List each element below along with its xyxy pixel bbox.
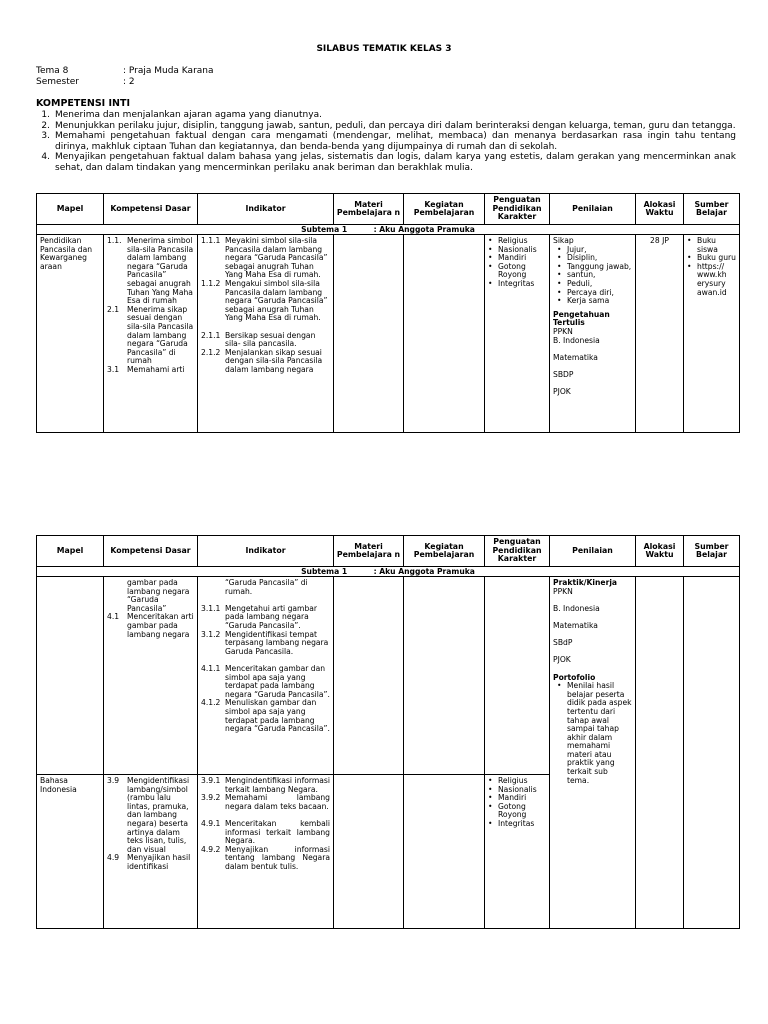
subtema-row (37, 225, 740, 235)
header-indikator: Indikator (198, 194, 334, 225)
ki-item: 3. Memahami pengetahuan faktual dengan cara mengamati (mendengar, melihat, membaca) dan menanya berdasarkan rasa ingin tahu tentang dirinya, makhluk ciptaan Tuhan dan kegiatannya, dan benda-benda yang dijumpainya di rumah dan di sekolah. (41, 131, 736, 152)
indikator-continuation: “Garuda Pancasila” di rumah. (225, 578, 308, 596)
subtema-value: : Aku Anggota Pramuka (373, 567, 475, 576)
list-item: B. Indonesia (553, 335, 600, 345)
header-kd: Kompetensi Dasar (104, 536, 198, 567)
kd-item: 4.1 Menceritakan arti gambar pada lambang negara (107, 612, 194, 639)
indikator-item: 3.9.1 Mengindentifikasi informasi terkait lambang Negara. (201, 776, 330, 794)
tema-value: : Praja Muda Karana (123, 66, 214, 76)
indikator-item: 3.1.2 Mengidentifikasi tempat terpasang lambang negara Garuda Pancasila. (201, 629, 329, 656)
penguatan-cell (485, 235, 550, 433)
list-item: • Religius (488, 236, 528, 245)
subtema-label: Subtema 1 (301, 225, 348, 234)
list-item: • Tanggung jawab, (557, 261, 632, 271)
materi-cell (334, 775, 404, 929)
semester-label: Semester (36, 77, 80, 87)
header-penilaian: Penilaian (550, 536, 636, 567)
mapel-cell: Bahasa Indonesia (37, 775, 104, 929)
subtema-label: Subtema 1 (301, 567, 348, 576)
header-kegiatan: Kegiatan Pembelajaran (404, 194, 485, 225)
alokasi-cell (636, 577, 684, 929)
table-header-row (37, 536, 740, 567)
subtema-value: : Aku Anggota Pramuka (373, 225, 475, 234)
list-item: SBdP (553, 638, 573, 648)
kd-cell (104, 577, 198, 775)
penilaian-cell (550, 235, 636, 433)
list-item: • Percaya diri, (557, 287, 614, 297)
ki-item: 4. Menyajikan pengetahuan faktual dalam bahasa yang jelas, sistematis dan logis, dalam karya yang estetis, dalam gerakan yang mencerminkan anak sehat, dan dalam tindakan yang mencerminkan perilaku anak beriman dan berakhlak mulia. (41, 152, 736, 173)
header-mapel: Mapel (37, 536, 104, 567)
list-item: • Disiplin, (557, 253, 598, 263)
list-item: • Integritas (488, 278, 535, 288)
kd-item: 3.1 Memahami arti (107, 364, 185, 374)
list-item: • Menilai hasil belajar peserta didik pada aspek tertentu dari tahap awal sampai tahap akhir dalam memahami materi atau praktik yang terkait sub tema. (557, 681, 632, 785)
indikator-item: 1.1.2 Mengakui simbol sila-sila Pancasila dalam lambang negara “Garuda Pancasila” sebagai anugrah Tuhan Yang Maha Esa di rumah. (201, 278, 328, 323)
kd-item: 4.9 Menyajikan hasil identifikasi (107, 853, 191, 871)
portofolio-label: Portofolio (553, 672, 596, 682)
sumber-cell (684, 577, 740, 929)
subtema-row (37, 567, 740, 577)
tema-label: Tema 8 (36, 66, 69, 76)
kompetensi-inti-heading: KOMPETENSI INTI (36, 98, 131, 109)
syllabus-table-2 (36, 535, 740, 929)
table-row (37, 577, 740, 775)
list-item: • https:// www.kh erysury awan.id (687, 261, 727, 297)
kd-item: 1.1. Menerima simbol sila-sila Pancasila dalam lambang negara “Garuda Pancasila” sebagai anugrah Tuhan Yang Maha Esa di rumah (107, 236, 194, 306)
list-item: • Gotong Royong (488, 261, 527, 280)
list-item: • Nasionalis (488, 784, 537, 794)
ki-item: 2. Menunjukkan perilaku jujur, disiplin, tanggung jawab, santun, peduli, dan percaya diri dalam berinteraksi dengan keluarga, teman, guru dan tetangga. (41, 120, 736, 131)
header-indikator: Indikator (198, 536, 334, 567)
kegiatan-cell (404, 775, 485, 929)
list-item: • Nasionalis (488, 244, 537, 254)
header-kegiatan: Kegiatan Pembelajaran (404, 536, 485, 567)
header-materi: Materi Pembelajara n (334, 194, 404, 225)
indikator-item: 3.9.2 Memahami lambang negara dalam teks bacaan. (201, 793, 330, 811)
list-item: • Buku guru (687, 253, 736, 263)
materi-cell (334, 577, 404, 775)
list-item: • Religius (488, 776, 528, 785)
indikator-item: 3.1.1 Mengetahui arti gambar pada lambang negara “Garuda Pancasila”. (201, 603, 318, 630)
header-sumber: Sumber Belajar (684, 194, 740, 225)
list-item: PJOK (553, 655, 571, 665)
header-sumber: Sumber Belajar (684, 536, 740, 567)
kegiatan-cell (404, 235, 485, 433)
header-penguatan: Penguatan Pendidikan Karakter (485, 194, 550, 225)
indikator-item: 4.9.1 Menceritakan kembali informasi terkait lambang Negara. (201, 818, 330, 846)
kd-continuation: gambar pada lambang negara “Garuda Pancasila” (127, 578, 190, 613)
kd-cell (104, 235, 198, 433)
header-mapel: Mapel (37, 194, 104, 225)
list-item: • Peduli, (557, 278, 593, 288)
indikator-item: 4.1.2 Menuliskan gambar dan simbol apa saja yang terdapat pada lambang negara “Garuda Pancasila”. (201, 698, 330, 734)
list-item: • Integritas (488, 818, 535, 828)
sikap-label: Sikap (553, 236, 574, 245)
header-alokasi: Alokasi Waktu (636, 536, 684, 567)
kegiatan-cell (404, 577, 485, 775)
praktik-label: Praktik/Kinerja (553, 578, 618, 587)
indikator-item: 2.1.1 Bersikap sesuai dengan sila- sila pancasila. (201, 330, 316, 349)
sumber-cell (684, 235, 740, 433)
list-item: • Mandiri (488, 793, 527, 803)
kd-cell (104, 775, 198, 929)
indikator-item: 1.1.1 Meyakini simbol sila-sila Pancasila dalam lambang negara “Garuda Pancasila” sebagai anugrah Tuhan Yang Maha Esa di rumah. (201, 236, 328, 280)
header-kd: Kompetensi Dasar (104, 194, 198, 225)
list-item: B. Indonesia (553, 603, 600, 613)
penguatan-cell (485, 577, 550, 775)
list-item: • Kerja sama (557, 296, 610, 306)
list-item: Matematika (553, 620, 598, 630)
indikator-item: 2.1.2 Menjalankan sikap sesuai dengan sila-sila Pancasila dalam lambang negara (201, 347, 323, 374)
indikator-item: 4.9.2 Menyajikan informasi tentang lambang Negara dalam bentuk tulis. (201, 844, 330, 871)
header-penilaian: Penilaian (550, 194, 636, 225)
indikator-cell (198, 577, 334, 775)
list-item: PPKN (553, 326, 573, 336)
penilaian-cell (550, 577, 636, 929)
kompetensi-inti-list (36, 110, 736, 173)
indikator-cell (198, 775, 334, 929)
pengetahuan-label: Pengetahuan Tertulis (553, 309, 610, 328)
materi-cell (334, 235, 404, 433)
table-header-row (37, 194, 740, 225)
list-item: • Buku siswa (687, 236, 718, 254)
list-item: PPKN (553, 586, 573, 596)
table-row (37, 235, 740, 433)
document-title: SILABUS TEMATIK KELAS 3 (316, 44, 452, 54)
kd-item: 3.9 Mengidentifikasi lambang/simbol (rambu lalu lintas, pramuka, dan lambang negara) beserta artinya dalam teks lisan, tulis, dan visual (107, 776, 190, 854)
indikator-item: 4.1.1 Menceritakan gambar dan simbol apa saja yang terdapat pada lambang negara “Garuda Pancasila”. (201, 663, 330, 699)
list-item: • Mandiri (488, 253, 527, 263)
list-item: SBDP (553, 369, 574, 379)
kd-item: 2.1 Menerima sikap sesuai dengan sila-sila Pancasila dalam lambang negara “Garuda Pancasila” di rumah (107, 304, 194, 366)
alokasi-cell: 28 JP (636, 235, 684, 433)
mapel-cell (37, 577, 104, 775)
list-item: • santun, (557, 270, 596, 280)
header-penguatan: Penguatan Pendidikan Karakter (485, 536, 550, 567)
header-alokasi: Alokasi Waktu (636, 194, 684, 225)
header-materi: Materi Pembelajara n (334, 536, 404, 567)
penguatan-cell (485, 775, 550, 929)
syllabus-table-1 (36, 193, 740, 433)
semester-value: : 2 (123, 77, 135, 87)
mapel-cell: Pendidikan Pancasila dan Kewarganeg araan (37, 235, 104, 433)
ki-item: 1. Menerima dan menjalankan ajaran agama yang dianutnya. (41, 110, 322, 120)
indikator-cell (198, 235, 334, 433)
list-item: • Jujur, (557, 244, 587, 254)
list-item: • Gotong Royong (488, 801, 527, 820)
list-item: Matematika (553, 352, 598, 362)
list-item: PJOK (553, 387, 571, 397)
